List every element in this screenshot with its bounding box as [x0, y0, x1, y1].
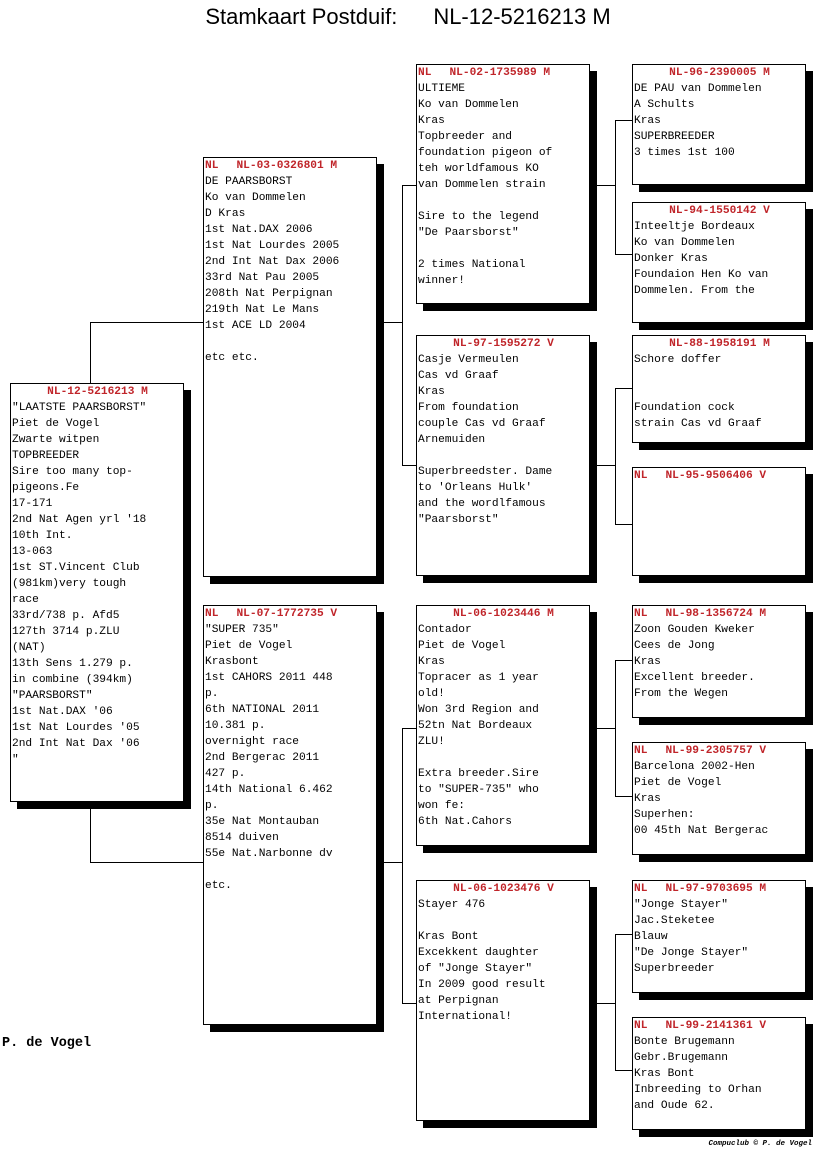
card-line: Stayer 476: [418, 899, 486, 911]
card-line: 8514 duiven: [205, 832, 279, 844]
card-line: Sire too many top-: [12, 466, 133, 478]
ring-number: NL-07-1772735 V: [236, 608, 338, 620]
ring-number: NL-98-1356724 M: [665, 608, 767, 620]
card-line: (NAT): [12, 642, 46, 654]
ring-number: NL-06-1023476 V: [453, 883, 554, 895]
card-line: [205, 334, 376, 350]
card-line: 6th Nat.Cahors: [418, 816, 512, 828]
card-line: Excekkent daughter: [418, 947, 539, 959]
ring-number: NL-94-1550142 V: [669, 205, 770, 217]
card-line: Kras: [634, 115, 661, 127]
copyright-text: Compuclub © P. de Vogel: [708, 1140, 812, 1148]
card-line: Ko van Dommelen: [205, 192, 306, 204]
card-line: "SUPER 735": [205, 624, 279, 636]
card-line: SUPERBREEDER: [634, 131, 715, 143]
card-line: 2 times National: [418, 259, 526, 271]
pigeon-card-dam-dam-sire[interactable]: [632, 880, 806, 993]
card-header: [417, 606, 589, 622]
card-body: [633, 759, 805, 839]
card-line: and Oude 62.: [634, 1100, 715, 1112]
card-line: Contador: [418, 624, 472, 636]
connector: [402, 465, 417, 466]
card-line: Superbreeder: [634, 963, 715, 975]
card-line: Extra breeder.Sire: [418, 768, 539, 780]
ring-number: NL-03-0326801 M: [236, 160, 338, 172]
card-line: "LAATSTE PAARSBORST": [12, 402, 147, 414]
card-line: Cas vd Graaf: [418, 370, 499, 382]
card-line: "Paarsborst": [418, 514, 499, 526]
pigeon-card-sire-dam-dam[interactable]: [632, 467, 806, 576]
connector: [376, 862, 402, 863]
card-line: in combine (394km): [12, 674, 133, 686]
card-line: Jac.Steketee: [634, 915, 715, 927]
pigeon-card-sire-sire-sire[interactable]: [632, 64, 806, 185]
card-line: (981km)very tough: [12, 578, 127, 590]
card-line: at Perpignan: [418, 995, 499, 1007]
ring-number: NL-12-5216213 M: [47, 386, 148, 398]
card-line: From the Wegen: [634, 688, 728, 700]
card-line: p.: [205, 688, 219, 700]
connector: [615, 796, 633, 797]
card-line: Superhen:: [634, 809, 695, 821]
card-header: [633, 881, 805, 897]
card-line: couple Cas vd Graaf: [418, 418, 546, 430]
card-header: [417, 336, 589, 352]
connector: [590, 465, 615, 466]
card-line: 35e Nat Montauban: [205, 816, 320, 828]
card-line: pigeons.Fe: [12, 482, 80, 494]
card-line: to 'Orleans Hulk': [418, 482, 533, 494]
card-line: p.: [205, 800, 219, 812]
card-line: Gebr.Brugemann: [634, 1052, 728, 1064]
card-line: [418, 448, 589, 464]
card-line: Arnemuiden: [418, 434, 486, 446]
card-line: Kras: [418, 656, 445, 668]
card-line: 1st CAHORS 2011 448: [205, 672, 333, 684]
connector: [615, 934, 633, 935]
card-line: 1st Nat Lourdes 2005: [205, 240, 340, 252]
connector: [402, 728, 417, 729]
card-line: 10.381 p.: [205, 720, 266, 732]
connector: [590, 1003, 615, 1004]
card-body: [204, 174, 376, 366]
card-line: 1st Nat.DAX '06: [12, 706, 113, 718]
connector: [402, 1003, 417, 1004]
connector: [90, 862, 204, 863]
card-header: [633, 203, 805, 219]
card-header: [417, 881, 589, 897]
card-line: 14th National 6.462: [205, 784, 333, 796]
card-line: ": [12, 754, 19, 766]
card-line: Inbreeding to Orhan: [634, 1084, 762, 1096]
card-line: Ko van Dommelen: [418, 99, 519, 111]
card-line: 1st ACE LD 2004: [205, 320, 306, 332]
connector: [615, 660, 616, 796]
card-line: Schore doffer: [634, 354, 722, 366]
card-line: 13-063: [12, 546, 53, 558]
connector: [90, 322, 204, 323]
card-line: Casje Vermeulen: [418, 354, 519, 366]
card-line: old!: [418, 688, 445, 700]
card-line: Krasbont: [205, 656, 259, 668]
connector: [590, 728, 615, 729]
card-body: [204, 622, 376, 894]
card-line: 13th Sens 1.279 p.: [12, 658, 133, 670]
connector: [615, 1070, 633, 1071]
pigeon-card-sire-sire[interactable]: [416, 64, 590, 304]
card-line: race: [12, 594, 39, 606]
card-line: Piet de Vogel: [634, 777, 722, 789]
ring-number: NL-96-2390005 M: [669, 67, 770, 79]
connector: [90, 322, 91, 384]
connector: [615, 120, 633, 121]
card-header: [204, 606, 376, 622]
country-code: NL: [205, 608, 219, 620]
card-line: [418, 193, 589, 209]
card-line: [418, 750, 589, 766]
pigeon-card-subject[interactable]: [10, 383, 184, 802]
card-line: winner!: [418, 275, 465, 287]
card-line: Topbreeder and: [418, 131, 512, 143]
card-line: Piet de Vogel: [205, 640, 293, 652]
card-line: TOPBREEDER: [12, 450, 80, 462]
country-code: NL: [205, 160, 219, 172]
card-header: [633, 336, 805, 352]
pigeon-card-sire-dam[interactable]: [416, 335, 590, 576]
card-line: 1st ST.Vincent Club: [12, 562, 140, 574]
card-line: Foundaion Hen Ko van: [634, 269, 769, 281]
connector: [402, 728, 403, 1003]
card-line: Kras: [634, 793, 661, 805]
pigeon-card-sire-sire-dam[interactable]: [632, 202, 806, 323]
connector: [376, 322, 402, 323]
card-line: Topracer as 1 year: [418, 672, 539, 684]
connector: [402, 185, 417, 186]
card-line: Dommelen. From the: [634, 285, 755, 297]
card-body: [633, 622, 805, 702]
card-line: "PAARSBORST": [12, 690, 93, 702]
card-line: 427 p.: [205, 768, 246, 780]
card-line: [634, 368, 805, 384]
card-line: Zwarte witpen: [12, 434, 100, 446]
card-header: [204, 158, 376, 174]
card-line: 6th NATIONAL 2011: [205, 704, 320, 716]
connector: [615, 388, 633, 389]
pigeon-card-dam-sire-dam[interactable]: [632, 742, 806, 855]
card-line: Superbreedster. Dame: [418, 466, 553, 478]
connector: [590, 185, 615, 186]
card-line: Ko van Dommelen: [634, 237, 735, 249]
card-header: [633, 1018, 805, 1034]
card-line: Foundation cock: [634, 402, 735, 414]
country-code: NL: [634, 1020, 648, 1032]
card-line: Kras: [418, 386, 445, 398]
card-line: Donker Kras: [634, 253, 708, 265]
card-line: 2nd Int Nat Dax 2006: [205, 256, 340, 268]
country-code: NL: [634, 608, 648, 620]
card-line: foundation pigeon of: [418, 147, 553, 159]
card-line: 17-171: [12, 498, 53, 510]
ring-number: NL-88-1958191 M: [669, 338, 770, 350]
card-line: 127th 3714 p.ZLU: [12, 626, 120, 638]
card-line: [205, 862, 376, 878]
card-line: 2nd Int Nat Dax '06: [12, 738, 140, 750]
card-line: Cees de Jong: [634, 640, 715, 652]
card-body: [633, 897, 805, 977]
ring-number: NL-02-1735989 M: [449, 67, 551, 79]
card-line: Blauw: [634, 931, 668, 943]
ring-number: NL-99-2141361 V: [665, 1020, 767, 1032]
card-body: [633, 219, 805, 299]
card-line: 2nd Bergerac 2011: [205, 752, 320, 764]
card-line: Kras Bont: [418, 931, 479, 943]
card-line: 2nd Nat Agen yrl '18: [12, 514, 147, 526]
owner-name: P. de Vogel: [2, 1036, 92, 1051]
card-line: of "Jonge Stayer": [418, 963, 533, 975]
card-line: 3 times 1st 100: [634, 147, 735, 159]
card-header: [633, 743, 805, 759]
card-line: van Dommelen strain: [418, 179, 546, 191]
card-body: [417, 81, 589, 289]
country-code: NL: [634, 745, 648, 757]
page-title: [0, 4, 816, 30]
card-header: [633, 65, 805, 81]
card-line: Inteeltje Bordeaux: [634, 221, 755, 233]
card-body: [633, 1034, 805, 1114]
card-line: Piet de Vogel: [418, 640, 506, 652]
card-line: to "SUPER-735" who: [418, 784, 539, 796]
card-body: [633, 352, 805, 432]
card-header: [11, 384, 183, 400]
connector: [402, 185, 403, 465]
card-line: 00 45th Nat Bergerac: [634, 825, 769, 837]
card-line: DE PAU van Dommelen: [634, 83, 762, 95]
card-line: 208th Nat Perpignan: [205, 288, 333, 300]
connector: [615, 524, 633, 525]
card-body: [417, 352, 589, 528]
connector: [615, 934, 616, 1070]
card-line: Excellent breeder.: [634, 672, 755, 684]
card-line: Won 3rd Region and: [418, 704, 539, 716]
ring-number: NL-95-9506406 V: [665, 470, 767, 482]
country-code: NL: [634, 883, 648, 895]
card-line: strain Cas vd Graaf: [634, 418, 762, 430]
card-line: Piet de Vogel: [12, 418, 100, 430]
pigeon-card-dam-dam-dam[interactable]: [632, 1017, 806, 1130]
card-header: [633, 606, 805, 622]
card-line: overnight race: [205, 736, 299, 748]
card-body: [417, 622, 589, 830]
card-line: International!: [418, 1011, 512, 1023]
title-ring: NL-12-5216213 M: [433, 4, 611, 29]
card-line: 52tn Nat Bordeaux: [418, 720, 533, 732]
card-line: Kras: [634, 656, 661, 668]
title-label: Stamkaart Postduif:: [205, 4, 398, 29]
card-line: [418, 913, 589, 929]
card-line: Barcelona 2002-Hen: [634, 761, 755, 773]
connector: [615, 120, 616, 254]
connector: [615, 388, 616, 524]
card-header: [633, 468, 805, 484]
card-line: D Kras: [205, 208, 246, 220]
card-line: 10th Int.: [12, 530, 73, 542]
card-line: etc etc.: [205, 352, 259, 364]
card-line: 55e Nat.Narbonne dv: [205, 848, 333, 860]
card-line: 219th Nat Le Mans: [205, 304, 320, 316]
card-line: 33rd Nat Pau 2005: [205, 272, 320, 284]
card-line: Sire to the legend: [418, 211, 539, 223]
card-line: Kras Bont: [634, 1068, 695, 1080]
card-line: A Schults: [634, 99, 695, 111]
card-header: [417, 65, 589, 81]
card-line: ZLU!: [418, 736, 445, 748]
card-line: Kras: [418, 115, 445, 127]
card-line: "De Paarsborst": [418, 227, 519, 239]
pigeon-card-sire[interactable]: [203, 157, 377, 577]
pigeon-card-dam[interactable]: [203, 605, 377, 1025]
country-code: NL: [418, 67, 432, 79]
pigeon-card-dam-sire[interactable]: [416, 605, 590, 846]
card-line: [634, 384, 805, 400]
card-line: 1st Nat Lourdes '05: [12, 722, 140, 734]
card-line: etc.: [205, 880, 232, 892]
ring-number: NL-99-2305757 V: [665, 745, 767, 757]
card-body: [417, 897, 589, 1025]
card-line: "De Jonge Stayer": [634, 947, 749, 959]
ring-number: NL-97-1595272 V: [453, 338, 554, 350]
pigeon-card-sire-dam-sire[interactable]: [632, 335, 806, 443]
ring-number: NL-06-1023446 M: [453, 608, 554, 620]
card-line: DE PAARSBORST: [205, 176, 293, 188]
card-line: [418, 241, 589, 257]
card-body: [11, 400, 183, 768]
card-line: Bonte Brugemann: [634, 1036, 735, 1048]
card-line: and the wordlfamous: [418, 498, 546, 510]
card-line: won fe:: [418, 800, 465, 812]
pigeon-card-dam-sire-sire[interactable]: [632, 605, 806, 718]
ring-number: NL-97-9703695 M: [665, 883, 767, 895]
connector: [90, 802, 91, 862]
card-line: teh worldfamous KO: [418, 163, 539, 175]
pigeon-card-dam-dam[interactable]: [416, 880, 590, 1121]
card-line: From foundation: [418, 402, 519, 414]
country-code: NL: [634, 470, 648, 482]
card-line: 33rd/738 p. Afd5: [12, 610, 120, 622]
card-line: 1st Nat.DAX 2006: [205, 224, 313, 236]
connector: [615, 254, 633, 255]
connector: [615, 660, 633, 661]
card-line: ULTIEME: [418, 83, 465, 95]
card-body: [633, 81, 805, 161]
card-line: Zoon Gouden Kweker: [634, 624, 755, 636]
card-line: In 2009 good result: [418, 979, 546, 991]
card-line: "Jonge Stayer": [634, 899, 728, 911]
